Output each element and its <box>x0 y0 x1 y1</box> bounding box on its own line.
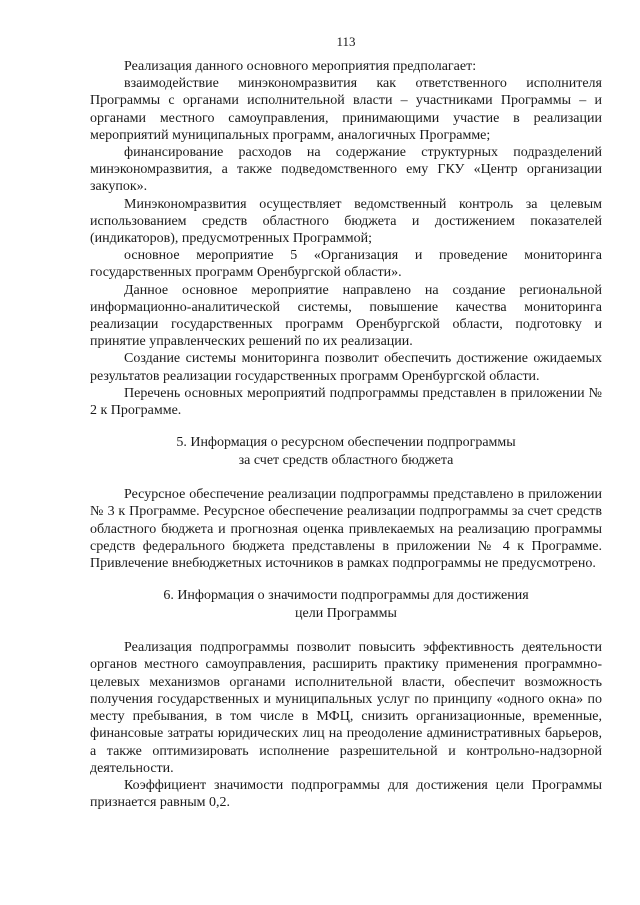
section-6-heading-line2: цели Программы <box>295 605 397 621</box>
paragraph: основное мероприятие 5 «Организация и проведение мониторинга государственных программ Оренбургской области». <box>90 248 602 281</box>
section-5-heading <box>90 434 602 469</box>
section-5-heading-line1: 5. Информация о ресурсном обеспечении подпрограммы <box>176 435 516 451</box>
section-6-heading-line1: 6. Информация о значимости подпрограммы для достижения <box>163 588 529 604</box>
paragraph: Создание системы мониторинга позволит обеспечить достижение ожидаемых результатов реализации государственных программ Оренбургской области. <box>90 351 602 384</box>
page-number: 113 <box>336 34 356 49</box>
section-5-heading-line2: за счет средств областного бюджета <box>238 452 454 468</box>
paragraph: финансирование расходов на содержание структурных подразделений минэкономразвития, а также подведомственного ему ГКУ «Центр организации закупок». <box>90 145 602 195</box>
section-6-paragraph: Реализация подпрограммы позволит повысить эффективность деятельности органов местного самоуправления, расширить практику применения программно-целевых механизмов органами исполнительной власти, обеспечит возможность получения государственных и муниципальных услуг по принципу «одного окна» по месту пребывания, в том числе в МФЦ, снизить организационные, временные, финансовые затраты юридических лиц на преодоление административных барьеров, а также оптимизировать исполнение разрешительной и контрольно-надзорной деятельности. <box>90 640 602 776</box>
section-6-heading <box>90 587 602 622</box>
paragraph: Данное основное мероприятие направлено на создание региональной информационно-аналитической системы, повышение качества мониторинга реализации государственных программ Оренбургской области, подготовку и принятие управленческих решений по их реализации. <box>90 282 602 350</box>
paragraph: Перечень основных мероприятий подпрограммы представлен в приложении № 2 к Программе. <box>90 385 602 419</box>
section-5-paragraph: Ресурсное обеспечение реализации подпрограммы представлено в приложении № 3 к Программе. Ресурсное обеспечение реализации подпрограммы за счет средств областного бюджета и прогнозная оценка привлекаемых на реализацию программы средств федерального бюджета представлены в приложении № 4 к Программе. Привлечение внебюджетных источников в рамках подпрограммы не предусмотрено. <box>90 487 602 572</box>
document-page <box>90 34 602 811</box>
paragraph: взаимодействие минэкономразвития как ответственного исполнителя Программы с органами исполнительной власти – участниками Программы – и органами местного самоуправления, принимающими участие в реализации мероприятий муниципальных программ, аналогичных Программе; <box>90 76 602 143</box>
paragraph: Реализация данного основного мероприятия предполагает: <box>124 59 477 74</box>
section-6-paragraph: Коэффициент значимости подпрограммы для достижения цели Программы признается равным 0,2. <box>90 777 602 811</box>
paragraph: Минэкономразвития осуществляет ведомственный контроль за целевым использованием средств областного бюджета и достижением показателей (индикаторов), предусмотренных Программой; <box>90 196 602 247</box>
